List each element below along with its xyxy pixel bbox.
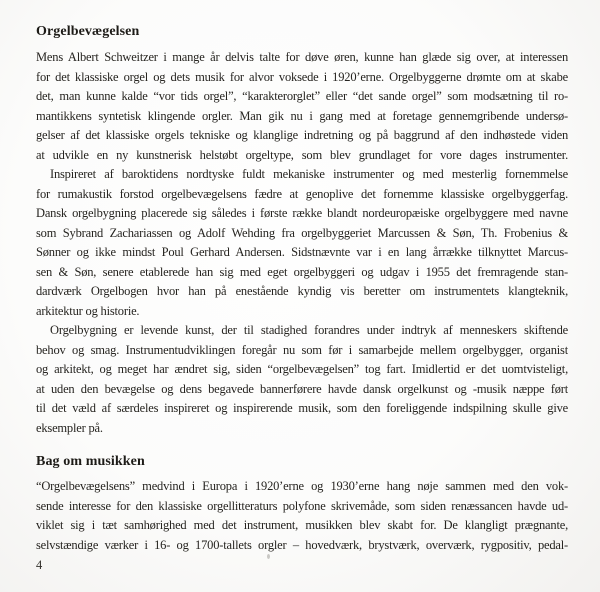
text-line: Mens Albert Schweitzer i mange år delvis talte for døve øren, kunne han glæde sig over, at interessen xyxy=(36,50,568,64)
paragraph xyxy=(36,321,568,438)
text-line: sende interesse for den klassiske orgellitteraturs polyfone skrivemåde, som siden renæssancen havde ud- xyxy=(36,498,568,513)
text-line: selvstændige værker i 16- og 1700-tallets orgler – hovedværk, brystværk, overværk, rygpositiv, pedal- xyxy=(36,537,568,552)
text-line: sen & Søn, senere etablerede han sig med eget orgelbyggeri og udgav i 1955 det fremragende stan- xyxy=(36,264,568,279)
text-line: mantikkens syntetisk klingende orgler. Man gik nu i gang med at foretage gennemgribende undersø- xyxy=(36,108,568,123)
text-line: Dansk orgelbygning placerede sig således i første række blandt nordeuropæiske orgelbyggere med navne xyxy=(36,206,568,220)
text-line: og arkitekt, og meget har ændret sig, siden “orgelbevægelsen” tog fart. Imidlertid er det uomtvisteligt, xyxy=(36,362,568,376)
text-line: som Sybrand Zachariassen og Adolf Wehding fra orgelbyggeriet Marcussen & Søn, Th. Frobenius & xyxy=(36,225,568,240)
scan-speck xyxy=(267,554,270,559)
paragraph xyxy=(36,477,568,555)
page-number: 4 xyxy=(36,558,43,572)
text-line: viklet sig i tæt samhørighed med det instrument, musikken blev skabt for. De klangligt prægnante, xyxy=(36,518,568,532)
paragraph xyxy=(36,48,568,165)
text-line: for det klassiske orgel og dets musik for alvor voksede i 1920’erne. Orgelbyggerne drømte om at skabe xyxy=(36,69,568,84)
text-line: Inspireret af baroktidens nordtyske fuldt mekaniske instrumenter og med mesterlig fornemmelse xyxy=(50,167,568,181)
text-line: til det væld af særdeles inspireret og inspirerende musik, som den foreliggende indspilning skulle give xyxy=(36,401,568,415)
section-heading-bag-om-musikken: Bag om musikken xyxy=(36,454,145,469)
text-line: “Orgelbevægelsens” medvind i Europa i 1920’erne og 1930’erne hang nøje sammen med den vok- xyxy=(36,479,568,493)
text-line: arkitektur og historie. xyxy=(36,303,140,318)
text-line: det, man kunne kalde “vor tids orgel”, “karakterorglet” eller “det sande orgel” som modsætning til ro- xyxy=(36,89,568,103)
section-heading-orgelbevaegelsen: Orgelbevægelsen xyxy=(36,24,140,39)
text-line: Sønner og ikke mindst Poul Gerhard Andersen. Sidstnævnte var i en lang årrække tilknyttet Marcus- xyxy=(36,245,568,259)
text-line: eksempler på. xyxy=(36,420,103,435)
text-line: gelser af det klassiske orgels tekniske og klanglige indretning og på baggrund af den indhøstede viden xyxy=(36,128,568,142)
text-line: at uden den bevægelse og dens begavede bannerførere havde dansk orgelkunst og -musik næppe ført xyxy=(36,381,568,396)
text-line: dardværk Orgelbogen hvor han på enestående kyndig vis beretter om instrumentets klangteknik, xyxy=(36,284,568,298)
text-line: at udvikle en ny kunstnerisk helstøbt orgeltype, som blev grundlaget for vore dages instrumenter. xyxy=(36,147,568,162)
text-line: Orgelbygning er levende kunst, der til stadighed forandres under indtryk af menneskers skiftende xyxy=(50,323,568,337)
paragraph xyxy=(36,165,568,321)
text-line: behov og smag. Instrumentudviklingen foregår nu som før i samarbejde mellem orgelbygger, organist xyxy=(36,342,568,357)
text-line: for rumakustik forstod orgelbevægelsens fædre at genoplive det fornemme klassiske orgelbyggerfag. xyxy=(36,186,568,201)
